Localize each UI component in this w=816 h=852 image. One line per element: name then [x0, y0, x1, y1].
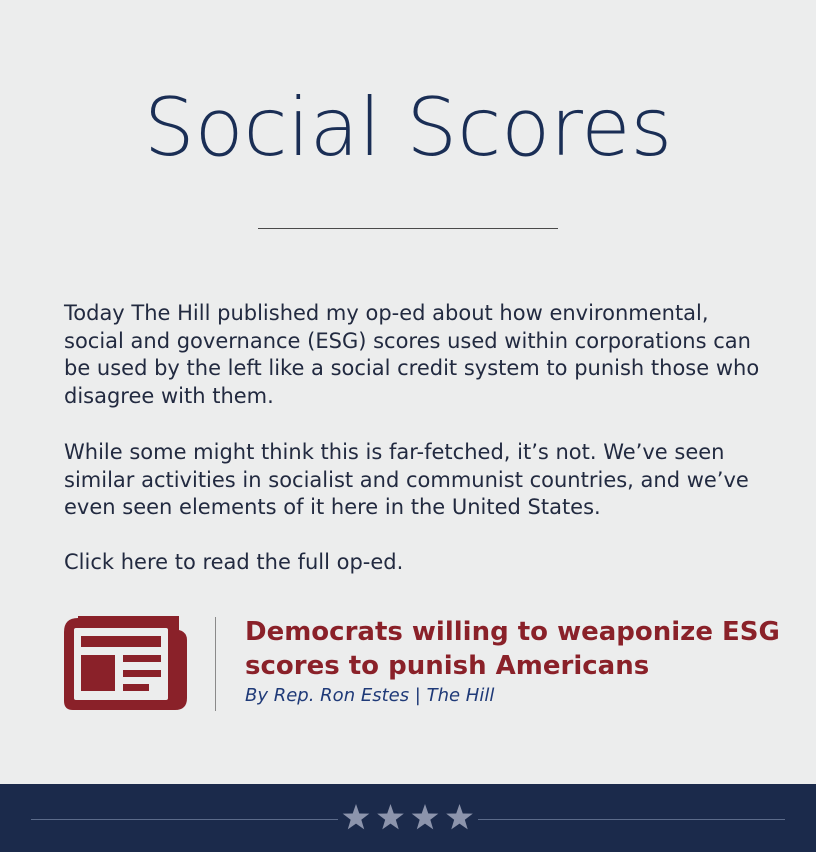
intro-paragraph: Today The Hill published my op-ed about how environmental, social and governance (ESG) scores used within corporations can be used by the left like a social credit system to punish those who disagree with them.	[64, 301, 760, 408]
footer-right-rule	[478, 819, 785, 820]
star-icon	[343, 804, 370, 829]
footer	[0, 784, 816, 852]
footer-stars	[338, 800, 478, 836]
star-icon	[412, 804, 439, 829]
footer-left-rule	[31, 819, 338, 820]
read-more-paragraph	[64, 549, 764, 577]
article-divider	[215, 617, 216, 711]
star-icon	[446, 804, 473, 829]
article-headline[interactable]: Democrats willing to weaponize ESG scores to punish Americans	[245, 617, 780, 681]
read-full-op-ed-link[interactable]: Click here to read the full op-ed.	[64, 550, 404, 574]
star-icon	[377, 804, 404, 829]
page-title: Social Scores	[143, 81, 673, 174]
context-paragraph: While some might think this is far-fetched, it’s not. We’ve seen similar activities in socialist and communist countries, and we’ve even seen elements of it here in the United States.	[64, 440, 749, 520]
title-divider	[258, 228, 558, 229]
article-byline: By Rep. Ron Estes | The Hill	[245, 685, 495, 706]
newspaper-icon[interactable]	[63, 616, 189, 712]
